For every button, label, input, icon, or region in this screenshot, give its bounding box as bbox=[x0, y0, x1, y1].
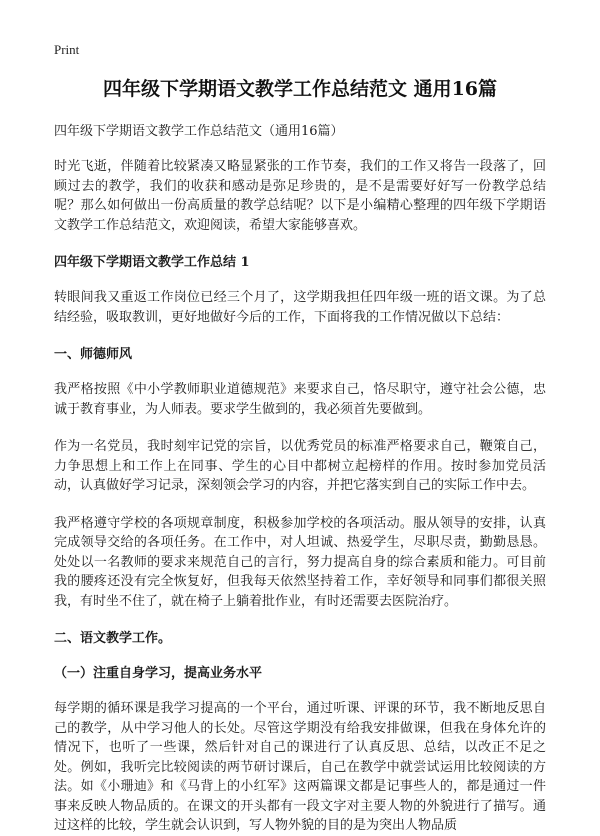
summary-1-intro-paragraph: 转眼间我又重返工作岗位已经三个月了，这学期我担任四年级一班的语文课。为了总结经验，吸取教训，更好地做好今后的工作，下面将我的工作情况做以下总结： bbox=[54, 290, 546, 325]
section-1-paragraph-3: 我严格遵守学校的各项规章制度，积极参加学校的各项活动。服从领导的安排，认真完成领导交给的各项任务。在工作中，对人坦诚、热爱学生，尽职尽责，勤勤恳恳。处处以一名教师的要求来规范自己的言行，努力提高自身的综合素质和能力。可目前我的腰疼还没有完全恢复好，但我每天依然坚持着工作，幸好领导和同事们都很关照我，有时坐不住了，就在椅子上躺着批作业，有时还需要去医院治疗。 bbox=[54, 515, 546, 609]
summary-1-heading: 四年级下学期语文教学工作总结 1 bbox=[54, 255, 250, 270]
section-2-heading: 二、语文教学工作。 bbox=[54, 631, 172, 646]
section-1-heading: 一、师德师风 bbox=[54, 347, 133, 362]
document-subtitle: 四年级下学期语文教学工作总结范文（通用16篇） bbox=[54, 124, 344, 139]
section-2-subheading-1: （一）注重自身学习，提高业务水平 bbox=[54, 666, 263, 681]
intro-paragraph: 时光飞逝，伴随着比较紧凑又略显紧张的工作节奏，我们的工作又将告一段落了，回顾过去的教学，我们的收获和感动是弥足珍贵的，是不是需要好好写一份教学总结呢？那么如何做出一份高质量的教学总结呢？以下是小编精心整理的四年级下学期语文教学工作总结范文，欢迎阅读，希望大家能够喜欢。 bbox=[54, 159, 546, 233]
document-title: 四年级下学期语文教学工作总结范文 通用16篇 bbox=[102, 78, 498, 100]
section-1-paragraph-2: 作为一名党员，我时刻牢记党的宗旨，以优秀党员的标准严格要求自己，鞭策自己，力争思想上和工作上在同事、学生的心目中都树立起榜样的作用。按时参加党员活动，认真做好学习记录，深刻领会学习的内容，并把它落实到自己的实际工作中去。 bbox=[54, 439, 546, 493]
section-1-paragraph-1: 我严格按照《中小学教师职业道德规范》来要求自己，恪尽职守，遵守社会公德，忠诚于教育事业，为人师表。要求学生做到的，我必须首先要做到。 bbox=[54, 382, 546, 417]
print-link[interactable]: Print bbox=[54, 42, 80, 57]
section-2-paragraph-1: 每学期的循环课是我学习提高的一个平台，通过听课、评课的环节，我不断地反思自己的教学，从中学习他人的长处。尽管这学期没有给我安排做课，但我在身体允许的情况下，也听了一些课，然后针对自己的课进行了认真反思、总结，以改正不足之处。例如，我听完比较阅读的两节研讨课后，自己在教学中就尝试运用比较阅读的方法。如《小珊迪》和《马背上的小红军》这两篇课文都是记事些人的，都是通过一件事来反映人物品质的。在课文的开头都有一段文字对主要人物的外貌进行了描写。通过这样的比较，学生就会认识到，写人物外貌的目的是为突出人物品质 bbox=[54, 701, 546, 833]
